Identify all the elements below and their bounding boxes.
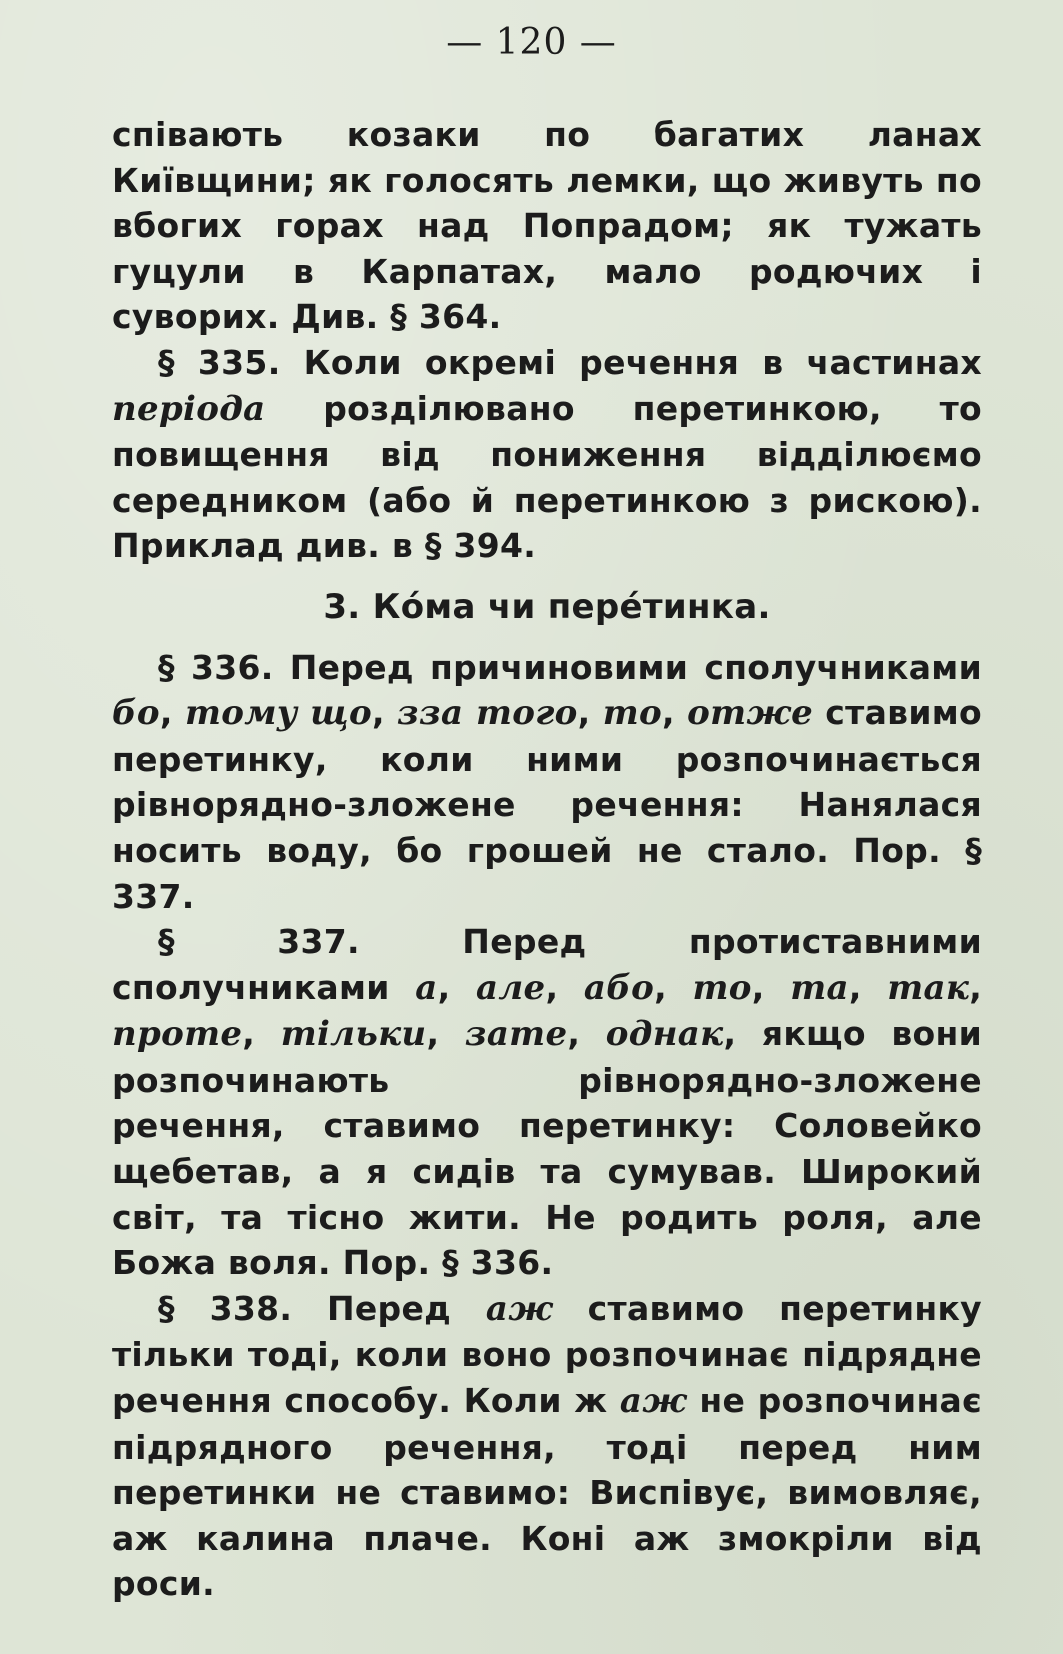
text-run: , <box>545 967 584 1007</box>
italic-term: аж <box>485 1288 553 1329</box>
paragraph-continuation: співають козаки по багатих ланах Київщини; як голосять лемки, що живуть по вбогих горах над Попрадом; як тужать гуцули в Карпатах, мало родючих і суворих. Див. § 364. <box>112 115 982 337</box>
text-run: , <box>426 1014 465 1054</box>
italic-term: періода <box>112 388 266 429</box>
section-heading: 3. Ко́ма чи пере́тинка. <box>323 586 771 627</box>
text-run: , <box>371 693 398 733</box>
italic-term: аж <box>619 1381 687 1422</box>
paragraph-335 <box>112 340 982 569</box>
text-run: ставимо перетинку тільки тоді, коли воно розпочинає підрядне речення способу. Коли ж <box>112 1288 982 1421</box>
text-run: , <box>567 1014 606 1054</box>
italic-term: та <box>790 967 849 1008</box>
text-run: , <box>848 967 888 1007</box>
text-run: , <box>751 967 791 1007</box>
italic-term: тому що <box>184 693 372 734</box>
text-run: , <box>969 967 983 1007</box>
text-run: § 338. Перед <box>158 1288 486 1328</box>
italic-term: проте <box>112 1014 243 1055</box>
text-run: , <box>662 693 688 733</box>
page-number: — 120 — <box>446 22 617 63</box>
text-run: , якщо вони розпочинають рівнорядно-зложене речення, ставимо перетинку: Соловейко щебетав, а я сидів та сумував. Широкий світ, та тісно жити. Не родить роля, але Божа воля. Пор. § 336. <box>112 1014 983 1283</box>
italic-term: бо <box>112 693 160 734</box>
italic-term: або <box>583 967 655 1008</box>
italic-term: але <box>476 967 546 1008</box>
italic-term: то <box>692 967 752 1008</box>
italic-term: отже <box>687 693 814 734</box>
text-run: § 337. Перед протиставними сполучниками <box>112 922 982 1007</box>
text-run: , <box>242 1014 281 1054</box>
text-run: § 336. Перед причиновими сполучниками <box>158 647 982 687</box>
italic-term: тільки <box>280 1014 427 1055</box>
text-run: розділювано перетинкою, то повищення від пониження відділюємо середником (або й перетинкою з рискою). Приклад див. в § 394. <box>112 388 982 566</box>
italic-term: то <box>602 693 663 734</box>
italic-term: зза того <box>397 693 578 734</box>
italic-term: так <box>887 967 970 1008</box>
paragraph-338 <box>112 1286 982 1607</box>
paragraph-337 <box>112 919 982 1286</box>
text-run: ставимо перетинку, коли ними розпочинається рівнорядно-зложене речення: Нанялася носить воду, бо грошей не стало. Пор. § 337. <box>112 693 983 916</box>
page-text <box>112 112 982 1607</box>
text-run: § 335. Коли окремі речення в частинах <box>158 342 982 382</box>
text-run: , <box>654 967 693 1007</box>
italic-term: зате <box>464 1014 568 1055</box>
italic-term: однак <box>605 1014 724 1055</box>
italic-term: а <box>415 967 438 1008</box>
paragraph-336 <box>112 645 982 920</box>
text-run: , <box>437 967 477 1007</box>
text-run: не розпочинає підрядного речення, тоді перед ним перетинки не ставимо: Виспівує, вимовляє, аж калина плаче. Коні аж змокріли від роси. <box>112 1381 982 1604</box>
text-run: , <box>159 693 185 733</box>
text-run: , <box>577 693 603 733</box>
